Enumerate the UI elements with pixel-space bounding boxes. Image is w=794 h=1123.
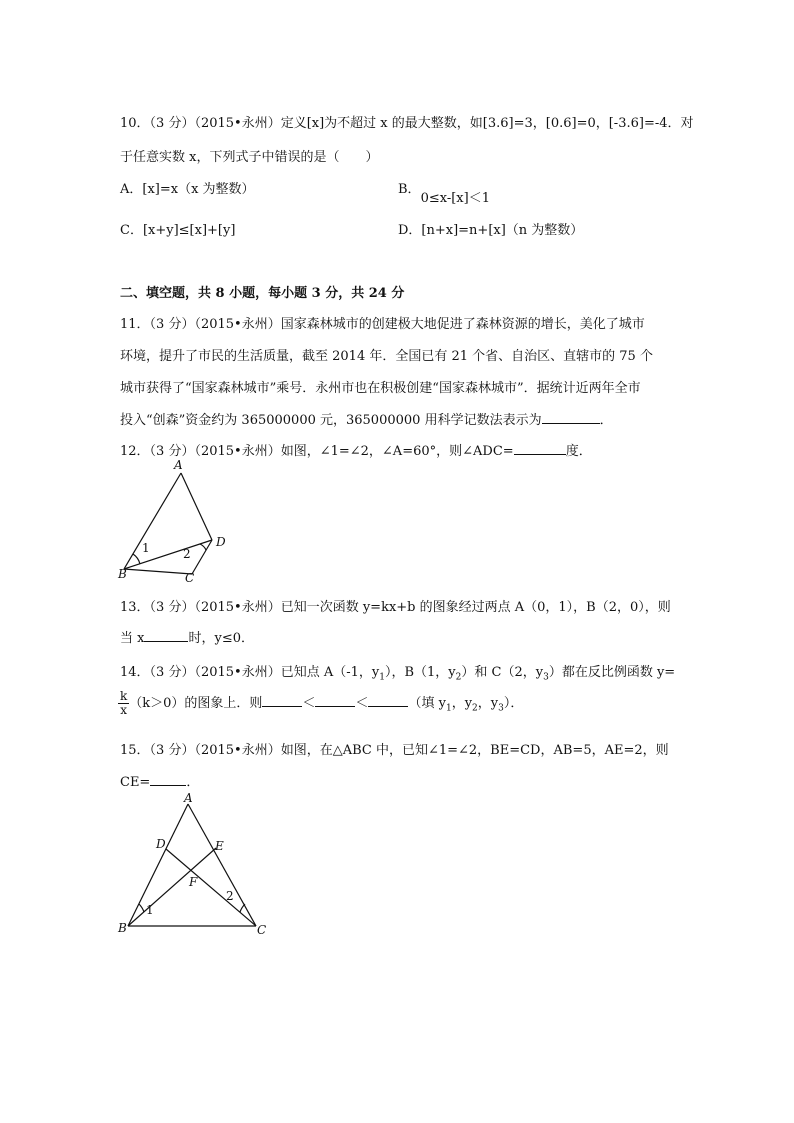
q12-edge-bd bbox=[124, 540, 212, 569]
q14-line2 bbox=[118, 690, 523, 717]
q14-frac-den: x bbox=[120, 703, 128, 717]
q14-blank-3 bbox=[368, 694, 408, 707]
q15-label-d: D bbox=[156, 837, 166, 851]
q12-label-b: B bbox=[118, 567, 127, 581]
q13-line2-a: 当 x bbox=[120, 631, 145, 646]
q10-option-b-text: 0≤x-[x]＜1 bbox=[420, 191, 490, 206]
q11-line4-end: ． bbox=[599, 413, 613, 428]
q11-line2: 环境，提升了市民的生活质量，截至 2014 年．全国已有 21 个省、自治区、直辖市的 75 个 bbox=[120, 349, 653, 364]
q12-label-d: D bbox=[216, 535, 226, 549]
q15-label-c: C bbox=[257, 923, 267, 937]
q13-line2 bbox=[120, 627, 254, 646]
q14-sub1: 1 bbox=[379, 672, 385, 683]
q14-lt-2: ＜ bbox=[355, 696, 369, 711]
q13-answer-blank bbox=[144, 629, 188, 642]
q14-sub2: 2 bbox=[455, 672, 462, 683]
q14-blank-1 bbox=[262, 694, 302, 707]
q15-angle1-arc bbox=[139, 904, 144, 912]
q14-lt-1: ＜ bbox=[302, 696, 316, 711]
q11-line4-text: 投入“创森”资金约为 365000000 元，365000000 用科学记数法表示为 bbox=[120, 413, 542, 428]
q14-blank-2 bbox=[315, 694, 355, 707]
q15-label-e: E bbox=[215, 839, 224, 853]
q15-edge-cd bbox=[166, 849, 256, 926]
q15-edge-ab bbox=[128, 804, 188, 926]
q10-line2: 于任意实数 x，下列式子中错误的是（ ） bbox=[120, 150, 379, 165]
q14-text-d: ）都在反比例函数 y= bbox=[548, 665, 676, 680]
q14-line2-e: ）． bbox=[503, 696, 524, 711]
q11-line4 bbox=[120, 409, 613, 428]
q14-hint-sub3: 3 bbox=[498, 703, 504, 714]
q14-line2-a: （k＞0）的图象上．则 bbox=[129, 696, 263, 711]
q12-figure bbox=[112, 456, 237, 586]
q14-line1 bbox=[120, 661, 675, 683]
q12-angle1-arc bbox=[133, 554, 140, 564]
q15-label-b: B bbox=[118, 921, 127, 935]
q14-line2-c: ，y bbox=[451, 696, 473, 711]
q12-edge-ad bbox=[181, 473, 212, 540]
q11-answer-blank bbox=[542, 411, 600, 424]
q14-text-a: 14．（3 分）（2015•永州）已知点 A（-1，y bbox=[120, 665, 380, 680]
q15-edge-be bbox=[128, 848, 216, 926]
q15-answer-blank bbox=[150, 773, 186, 786]
q12-text-a: 12．（3 分）（2015•永州）如图，∠1=∠2，∠A=60°，则∠ADC= bbox=[120, 444, 514, 459]
q12-answer-blank bbox=[514, 442, 566, 455]
q15-line2 bbox=[120, 771, 199, 790]
q10-option-b-label: B． bbox=[398, 182, 421, 197]
q12-label-c: C bbox=[185, 571, 195, 585]
q12-label-2: 2 bbox=[183, 547, 191, 561]
q12-edge-ab bbox=[124, 473, 181, 569]
section-2-title: 二、填空题，共 8 小题，每小题 3 分，共 24 分 bbox=[120, 286, 405, 301]
q15-line2-b: ． bbox=[186, 775, 200, 790]
q10-option-d: D．[n+x]=n+[x]（n 为整数） bbox=[398, 223, 584, 238]
q14-line2-d: ，y bbox=[477, 696, 499, 711]
q10-line1: 10．（3 分）（2015•永州）定义[x]为不超过 x 的最大整数，如[3.6]=3，[0.6]=0，[-3.6]=-4．对 bbox=[120, 116, 694, 131]
q11-line3: 城市获得了“国家森林城市”乘号．永州市也在积极创建“国家森林城市”．据统计近两年全市 bbox=[120, 381, 641, 396]
q14-hint-sub2: 2 bbox=[472, 703, 478, 714]
q15-angle2-arc bbox=[240, 904, 245, 912]
q15-line2-a: CE= bbox=[120, 775, 151, 790]
q15-label-2: 2 bbox=[226, 889, 234, 903]
q15-line1: 15．（3 分）（2015•永州）如图，在△ABC 中，已知∠1=∠2，BE=CD，AB=5，AE=2，则 bbox=[120, 743, 669, 758]
q12-label-a: A bbox=[174, 458, 183, 472]
q12-angle2-arc bbox=[200, 544, 206, 550]
q10-option-b bbox=[398, 178, 490, 206]
q10-option-a: A．[x]=x（x 为整数） bbox=[120, 182, 255, 197]
q14-text-b: ），B（1，y bbox=[384, 665, 456, 680]
q13-line1: 13．（3 分）（2015•永州）已知一次函数 y=kx+b 的图象经过两点 A（0，1），B（2，0），则 bbox=[120, 600, 671, 615]
q14-fraction bbox=[118, 690, 129, 717]
q12-text-b: 度． bbox=[565, 444, 592, 459]
q15-label-a: A bbox=[184, 792, 193, 805]
q14-text-c: ）和 C（2，y bbox=[461, 665, 544, 680]
q12-label-1: 1 bbox=[142, 541, 150, 555]
q14-sub3: 3 bbox=[543, 672, 549, 683]
q12-edge-bc bbox=[124, 569, 192, 574]
q15-figure bbox=[112, 792, 272, 940]
q11-line1: 11．（3 分）（2015•永州）国家森林城市的创建极大地促进了森林资源的增长，美化了城市 bbox=[120, 317, 645, 332]
q15-edge-ac bbox=[188, 804, 256, 926]
q14-hint-sub1: 1 bbox=[445, 703, 452, 714]
q14-line2-b: （填 y bbox=[408, 696, 446, 711]
q13-line2-b: 时，y≤0． bbox=[188, 631, 254, 646]
q14-frac-num: k bbox=[120, 689, 128, 703]
q15-label-1: 1 bbox=[146, 903, 154, 917]
q15-label-f: F bbox=[189, 875, 198, 889]
q10-option-c: C．[x+y]≤[x]+[y] bbox=[120, 223, 236, 238]
